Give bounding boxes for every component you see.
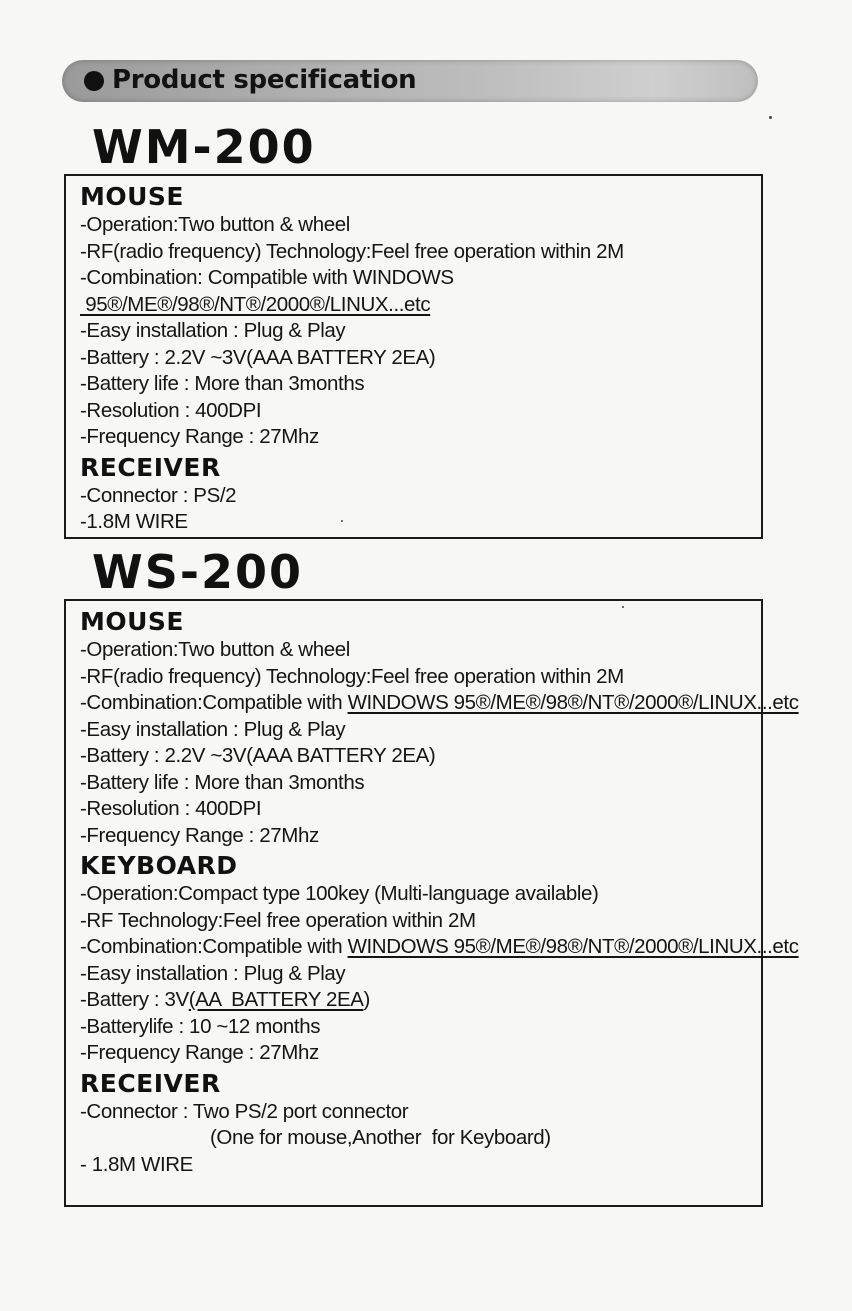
spec-line: -1.8M WIRE bbox=[80, 510, 188, 533]
spec-line-continuation: (One for mouse,Another for Keyboard) bbox=[210, 1126, 551, 1149]
spec-line: -Batterylife : 10 ~12 months bbox=[80, 1014, 321, 1038]
spec-line: -Battery : 2.2V ~3V(AAA BATTERY 2EA) bbox=[80, 744, 436, 767]
spec-line: -RF(radio frequency) Technology:Feel free operation within 2M bbox=[80, 239, 624, 263]
spec-line: -Battery life : More than 3months bbox=[80, 372, 365, 395]
section-banner bbox=[62, 60, 758, 102]
model-title-ws-200: WS-200 bbox=[92, 545, 303, 599]
spec-line: -Combination: Compatible with WINDOWS bbox=[80, 266, 454, 289]
spec-line: -Operation:Two button & wheel bbox=[80, 213, 350, 236]
spec-line: -RF(radio frequency) Technology:Feel free operation within 2M bbox=[80, 664, 624, 688]
section-heading-keyboard: KEYBOARD bbox=[80, 851, 238, 880]
spec-line: -Resolution : 400DPI bbox=[80, 797, 262, 820]
spec-line: -Connector : Two PS/2 port connector bbox=[80, 1099, 409, 1123]
spec-line-battery bbox=[80, 987, 761, 1014]
section-heading-mouse: MOUSE bbox=[80, 182, 185, 211]
spec-line: -Easy installation : Plug & Play bbox=[80, 319, 346, 342]
spec-line-close: ) bbox=[363, 988, 370, 1011]
spec-line-combination bbox=[80, 690, 799, 717]
spec-line-os-list: 95®/ME®/98®/NT®/2000®/LINUX...etc bbox=[80, 292, 431, 316]
section-heading-receiver: RECEIVER bbox=[80, 1068, 221, 1098]
spec-line: -Easy installation : Plug & Play bbox=[80, 961, 346, 985]
spec-line-label: -Combination:Compatible with bbox=[80, 691, 348, 714]
spec-box-ws-200 bbox=[64, 599, 799, 1207]
spec-line: -Frequency Range : 27Mhz bbox=[80, 1041, 319, 1064]
spec-line-label: -Battery : 3V bbox=[80, 988, 189, 1011]
speck-decoration bbox=[622, 606, 624, 608]
model-title-wm-200: WM-200 bbox=[92, 120, 316, 174]
spec-line: -Easy installation : Plug & Play bbox=[80, 717, 346, 741]
spec-line-combination bbox=[80, 934, 799, 961]
section-heading-mouse: MOUSE bbox=[80, 607, 185, 636]
spec-line: -Connector : PS/2 bbox=[80, 483, 237, 507]
spec-line: -Frequency Range : 27Mhz bbox=[80, 823, 319, 847]
speck-decoration bbox=[341, 520, 343, 522]
spec-line: -Operation:Compact type 100key (Multi-language available) bbox=[80, 882, 599, 905]
spec-line-battery-type: (AA BATTERY 2EA bbox=[188, 988, 364, 1011]
spec-box-wm-200 bbox=[64, 174, 763, 539]
section-heading-receiver: RECEIVER bbox=[80, 452, 221, 482]
spec-line: -Resolution : 400DPI bbox=[80, 398, 262, 422]
spec-line-os-list: WINDOWS 95®/ME®/98®/NT®/2000®/LINUX...etc bbox=[347, 691, 799, 714]
spec-line-os-list: WINDOWS 95®/ME®/98®/NT®/2000®/LINUX...etc bbox=[347, 935, 799, 958]
spec-line: -Frequency Range : 27Mhz bbox=[80, 425, 319, 448]
spec-line-label: -Combination:Compatible with bbox=[80, 935, 348, 958]
spec-line: -Operation:Two button & wheel bbox=[80, 638, 350, 661]
banner-title: Product specification bbox=[112, 65, 417, 95]
spec-line: -RF Technology:Feel free operation within 2M bbox=[80, 908, 476, 932]
spec-line: - 1.8M WIRE bbox=[80, 1152, 193, 1176]
spec-line: -Battery life : More than 3months bbox=[80, 770, 365, 794]
spec-line: -Battery : 2.2V ~3V(AAA BATTERY 2EA) bbox=[80, 345, 436, 369]
speck-decoration bbox=[769, 116, 772, 119]
bullet-icon bbox=[84, 71, 104, 91]
